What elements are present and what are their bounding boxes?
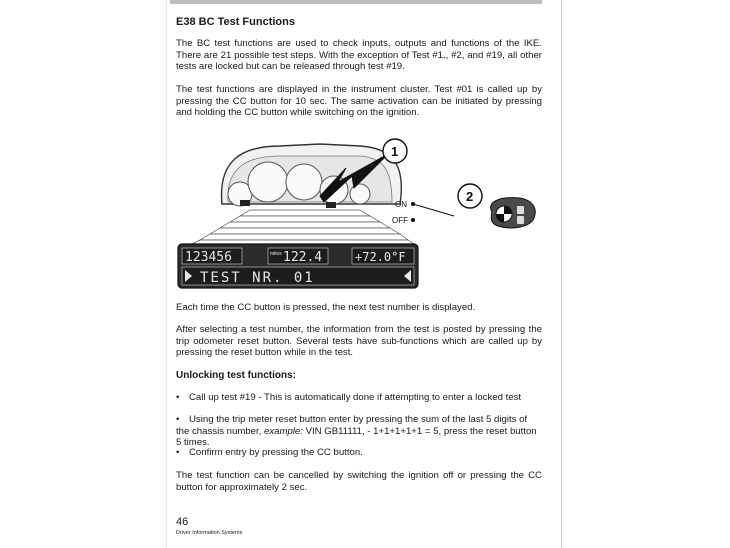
bullet-dot: • <box>176 392 180 403</box>
miles-label: miles <box>270 251 282 257</box>
gauge-far-right <box>350 184 370 204</box>
bullet-text-2-example: example: <box>264 425 303 437</box>
gauge-speedo <box>248 162 288 202</box>
bullet-dot: • <box>176 447 180 458</box>
footer-section: Driver Information Systems <box>176 530 243 536</box>
callout-1-number: 1 <box>391 144 399 159</box>
trip-readout: 122.4 <box>283 250 323 265</box>
instrument-cluster-figure <box>170 132 550 292</box>
odometer-readout: 123456 <box>185 250 232 265</box>
unlock-subheading: Unlocking test functions: <box>176 370 296 381</box>
test-number-readout: TEST NR. 01 <box>200 270 315 286</box>
gauge-tacho <box>286 164 322 200</box>
paragraph-cancel: The test function can be cancelled by switching the ignition off or pressing the CC button for approximately 2 sec. <box>176 470 542 493</box>
bullet-text-1: Call up test #19 - This is automatically done if attempting to enter a locked test <box>189 392 522 403</box>
bullet-text-3: Confirm entry by pressing the CC button. <box>189 447 363 458</box>
display-perspective <box>192 210 414 244</box>
bullet-item-3 <box>176 447 542 459</box>
bullet-item-1 <box>176 392 542 404</box>
bullet-text-2-post: VIN GB11111, - 1+1+1+1+1 = 5, press the reset button 5 times. <box>176 425 537 449</box>
bullet-item-2 <box>176 414 542 449</box>
paragraph-trip-reset: After selecting a test number, the information from the test is posted by pressing the trip odometer reset button. Several tests have sub-functions which are called up by pressing the reset button while in the test. <box>176 324 542 359</box>
bullet-dot: • <box>176 414 180 425</box>
ignition-off-label: OFF <box>392 216 408 225</box>
paragraph-intro: The BC test functions are used to check inputs, outputs and functions of the IKE. There are 21 possible test steps. With the exception of Test #1,, #2, and #19, all other tests are locked but can be released through test #19. <box>176 38 542 73</box>
key-fob-icon <box>491 198 536 228</box>
ignition-on-label: ON <box>395 200 407 209</box>
top-rule <box>170 0 542 4</box>
callout-2-number: 2 <box>466 189 474 204</box>
paragraph-display: The test functions are displayed in the instrument cluster. Test #01 is called up by pressing the CC button for 10 sec. The same activation can be initiated by pressing and holding the CC button while switching on the ignition. <box>176 84 542 119</box>
bullet-text-2-pre: Using the trip meter reset button enter by pressing the sum of the last 5 digits of the chassis number, <box>176 414 528 437</box>
temperature-readout: +72.0°F <box>355 250 406 264</box>
page-number: 46 <box>176 516 189 528</box>
paragraph-next-test: Each time the CC button is pressed, the next test number is displayed. <box>176 302 476 313</box>
page-heading: E38 BC Test Functions <box>176 16 295 28</box>
